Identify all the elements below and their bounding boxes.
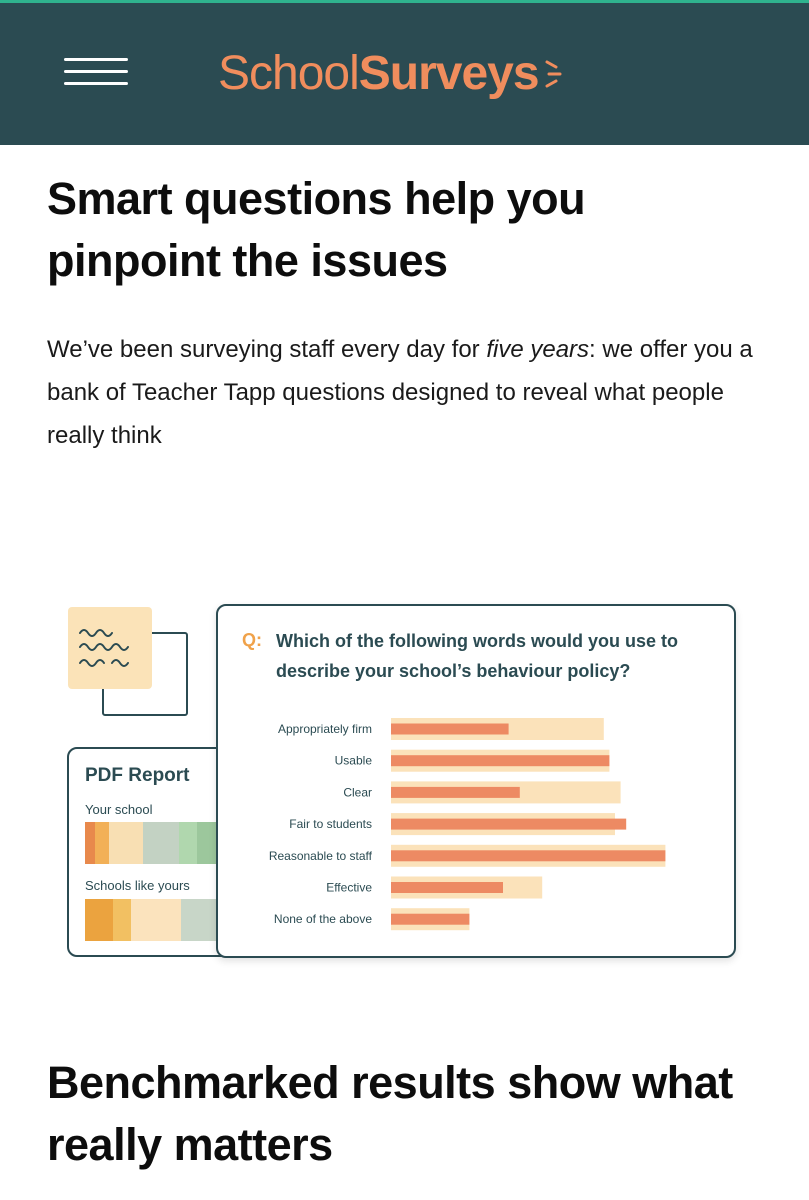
stack-segment <box>179 822 197 864</box>
category-label: Reasonable to staff <box>268 848 372 863</box>
value-bar <box>391 850 665 861</box>
section-heading-smart-questions: Smart questions help you pinpoint the issues <box>47 173 586 286</box>
stack-segment <box>143 822 179 864</box>
stack-segment <box>131 899 181 941</box>
logo-text-light: School <box>218 46 359 100</box>
section-heading-benchmarked: Benchmarked results show what really matters <box>47 1057 733 1170</box>
pdf-report-card <box>67 747 231 957</box>
intro-text-start: We’ve been surveying staff every day for <box>47 336 487 363</box>
category-label: Usable <box>334 753 372 768</box>
stack-segment <box>85 822 95 864</box>
value-bar <box>391 755 609 766</box>
sticky-note <box>68 607 152 689</box>
bar-chart <box>218 606 734 956</box>
schools-like-yours-stacked-bar <box>85 899 231 941</box>
value-bar <box>391 724 509 735</box>
site-logo[interactable] <box>218 43 565 103</box>
sparkle-icon <box>543 56 565 90</box>
stack-segment <box>85 899 113 941</box>
value-bar <box>391 914 469 925</box>
site-header <box>0 3 809 145</box>
stack-segment <box>109 822 143 864</box>
stack-segment <box>95 822 109 864</box>
category-label: Fair to students <box>289 817 372 832</box>
category-label: Clear <box>343 785 372 800</box>
pdf-report-title: PDF Report <box>85 765 190 786</box>
your-school-label: Your school <box>85 802 153 817</box>
value-bar <box>391 787 520 798</box>
intro-paragraph <box>47 328 767 457</box>
category-label: None of the above <box>273 912 372 927</box>
stack-segment <box>113 899 131 941</box>
value-bar <box>391 819 626 830</box>
hamburger-menu-icon[interactable] <box>64 58 128 90</box>
value-bar <box>391 882 503 893</box>
question-text: Which of the following words would you use to describe your school’s behaviour policy? <box>276 631 678 681</box>
schools-like-yours-label: Schools like yours <box>85 878 190 893</box>
intro-text-end: : we offer you a bank of Teacher Tapp questions designed to reveal what people really think <box>47 336 753 449</box>
logo-text-bold: Surveys <box>358 46 539 100</box>
category-label: Appropriately firm <box>277 722 372 736</box>
question-prefix: Q: <box>242 630 262 650</box>
scribble-icon <box>68 607 152 689</box>
category-label: Effective <box>326 880 372 895</box>
your-school-stacked-bar <box>85 822 231 864</box>
intro-text-italic: five years <box>486 336 590 363</box>
question-card <box>216 604 736 958</box>
